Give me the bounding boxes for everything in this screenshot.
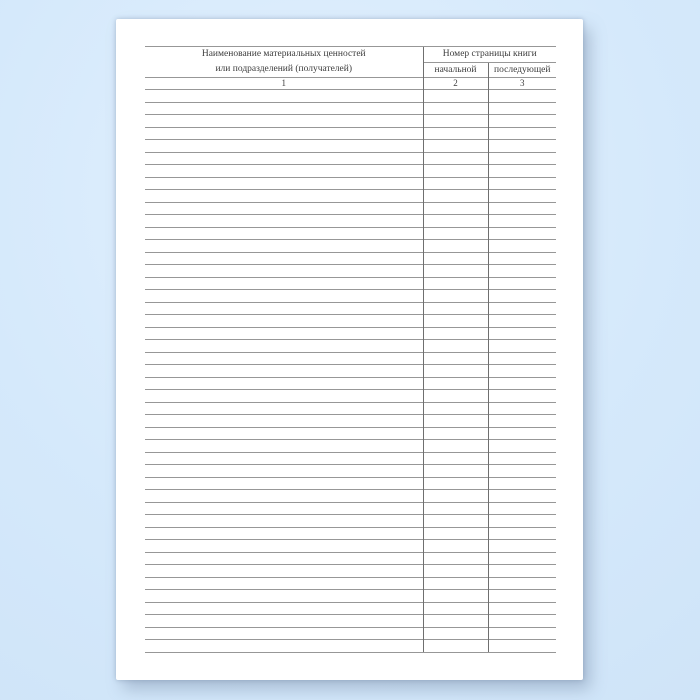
blank-cell [423,352,488,365]
blank-cell [423,290,488,303]
table-row [145,477,556,490]
blank-cell [423,602,488,615]
blank-cell [488,290,556,303]
blank-cell [423,527,488,540]
blank-cell [145,240,423,253]
blank-cell [488,227,556,240]
table-row [145,365,556,378]
column-number-3: 3 [488,78,556,90]
blank-cell [423,377,488,390]
table-row [145,302,556,315]
blank-cell [145,190,423,203]
column-number-row [145,78,556,90]
blank-cell [423,240,488,253]
blank-cell [423,252,488,265]
blank-cell [488,177,556,190]
blank-cell [423,502,488,515]
blank-cell [145,165,423,178]
blank-cell [423,102,488,115]
registry-table [145,46,556,653]
blank-cell [423,215,488,228]
blank-cell [488,240,556,253]
blank-cell [423,340,488,353]
blank-cell [488,327,556,340]
blank-cell [145,202,423,215]
blank-cell [423,477,488,490]
blank-cell [488,577,556,590]
blank-cell [488,252,556,265]
blank-cell [423,402,488,415]
blank-cell [488,440,556,453]
blank-cell [488,352,556,365]
blank-cell [423,302,488,315]
table-row [145,177,556,190]
table-row [145,515,556,528]
blank-cell [488,402,556,415]
blank-cell [423,465,488,478]
blank-cell [423,615,488,628]
blank-cell [488,590,556,603]
blank-cell [423,327,488,340]
blank-cell [145,340,423,353]
table-row [145,265,556,278]
table-row [145,152,556,165]
table-row [145,527,556,540]
blank-cell [145,540,423,553]
blank-cell [488,477,556,490]
table-row [145,127,556,140]
table-row [145,277,556,290]
blank-cell [145,565,423,578]
paper-sheet [116,19,583,680]
blank-cell [145,352,423,365]
table-row [145,440,556,453]
column-number-2: 2 [423,78,488,90]
blank-cell [423,140,488,153]
blank-cell [145,377,423,390]
blank-cell [145,427,423,440]
table-row [145,102,556,115]
blank-cell [488,602,556,615]
blank-cell [423,127,488,140]
table-row [145,290,556,303]
blank-cell [488,152,556,165]
blank-cell [488,452,556,465]
table-row [145,327,556,340]
table-row [145,590,556,603]
blank-cell [145,577,423,590]
table-body [145,90,556,653]
table-row [145,215,556,228]
table-row [145,427,556,440]
table-row [145,90,556,103]
blank-cell [488,640,556,653]
blank-cell [145,590,423,603]
blank-cell [423,315,488,328]
blank-cell [488,540,556,553]
table-row [145,640,556,653]
blank-cell [145,265,423,278]
blank-cell [145,290,423,303]
blank-cell [145,615,423,628]
blank-cell [488,502,556,515]
table-row [145,627,556,640]
table-row [145,115,556,128]
blank-cell [423,440,488,453]
table-row [145,190,556,203]
table-row [145,615,556,628]
blank-cell [145,177,423,190]
blank-cell [488,90,556,103]
blank-cell [488,102,556,115]
table-row [145,252,556,265]
blank-cell [423,452,488,465]
blank-cell [488,202,556,215]
blank-cell [488,340,556,353]
blank-cell [145,127,423,140]
blank-cell [423,565,488,578]
column-number-1: 1 [145,78,423,90]
blank-cell [145,302,423,315]
blank-cell [145,277,423,290]
blank-cell [423,177,488,190]
blank-cell [488,552,556,565]
blank-cell [488,465,556,478]
blank-cell [145,227,423,240]
blank-cell [145,502,423,515]
blank-cell [423,365,488,378]
blank-cell [423,265,488,278]
blank-cell [423,540,488,553]
blank-cell [145,115,423,128]
blank-cell [423,415,488,428]
table-row [145,390,556,403]
blank-cell [423,115,488,128]
blank-cell [145,252,423,265]
header-name-line2: или подразделений (получателей) [215,64,353,74]
blank-cell [488,365,556,378]
blank-cell [145,90,423,103]
blank-cell [423,640,488,653]
blank-cell [423,577,488,590]
blank-cell [145,102,423,115]
blank-cell [145,440,423,453]
table-row [145,165,556,178]
blank-cell [145,390,423,403]
blank-cell [423,490,488,503]
header-name-line1: Наименование материальных ценностей [201,49,366,59]
table-row [145,602,556,615]
blank-cell [145,527,423,540]
table-row [145,502,556,515]
blank-cell [423,277,488,290]
blank-cell [488,265,556,278]
blank-cell [488,515,556,528]
blank-cell [488,115,556,128]
blank-cell [145,215,423,228]
blank-cell [145,152,423,165]
table-row [145,315,556,328]
blank-cell [145,477,423,490]
table-row [145,490,556,503]
blank-cell [423,590,488,603]
table-row [145,415,556,428]
table-row [145,377,556,390]
blank-cell [145,452,423,465]
blank-cell [145,365,423,378]
table-row [145,577,556,590]
blank-cell [423,152,488,165]
table-row [145,227,556,240]
blank-cell [423,390,488,403]
blank-cell [145,640,423,653]
blank-cell [488,565,556,578]
table-row [145,140,556,153]
blank-cell [488,165,556,178]
header-page-number-group: Номер страницы книги [423,47,556,63]
blank-cell [488,377,556,390]
blank-cell [423,165,488,178]
blank-cell [488,427,556,440]
blank-cell [488,127,556,140]
table-row [145,340,556,353]
blank-cell [488,490,556,503]
blank-cell [488,190,556,203]
table-row [145,352,556,365]
blank-cell [488,627,556,640]
blank-cell [488,302,556,315]
blank-cell [423,552,488,565]
table-row [145,540,556,553]
blank-cell [488,390,556,403]
table-row [145,402,556,415]
blank-cell [488,615,556,628]
blank-cell [423,515,488,528]
blank-cell [488,140,556,153]
table-row [145,552,556,565]
blank-cell [423,190,488,203]
blank-cell [488,527,556,540]
blank-cell [488,215,556,228]
blank-cell [423,90,488,103]
table-row [145,565,556,578]
blank-cell [423,627,488,640]
header-name-column [145,47,423,78]
blank-cell [423,427,488,440]
blank-cell [145,627,423,640]
header-start-page: начальной [423,63,488,78]
blank-cell [423,227,488,240]
blank-cell [145,490,423,503]
blank-cell [145,602,423,615]
blank-cell [145,327,423,340]
table-row [145,465,556,478]
blank-cell [145,402,423,415]
blank-cell [488,415,556,428]
registry-table-header [145,47,556,90]
blank-cell [488,315,556,328]
table-row [145,202,556,215]
blank-cell [423,202,488,215]
blank-cell [488,277,556,290]
blank-cell [145,140,423,153]
blank-cell [145,515,423,528]
blank-cell [145,315,423,328]
blank-cell [145,465,423,478]
header-next-page: последующей [488,63,556,78]
table-row [145,452,556,465]
blank-cell [145,415,423,428]
blank-cell [145,552,423,565]
table-row [145,240,556,253]
